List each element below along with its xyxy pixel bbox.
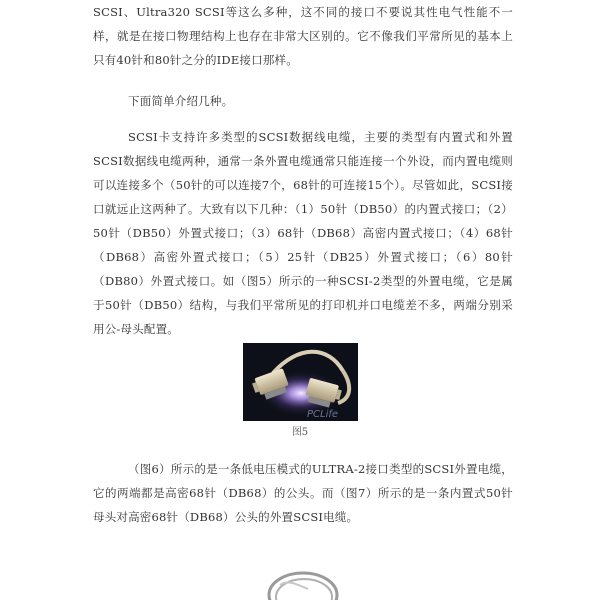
coiled-cable-photo-icon xyxy=(258,555,348,600)
paragraph-scsi-types: SCSI卡支持许多类型的SCSI数据线电缆，主要的类型有内置式和外置SCSI数据线电缆两种，通常一条外置电缆通常只能连接一个外设，而内置电缆则可以连接多个（50针的可以连接7个，68针的可连接15个）。尽管如此，SCSI接口就远止这两种了。大致有以下几种：（1）50针（DB50）的内置式接口；（2）50针（DB50）外置式接口；（3）68针（DB68）高密内置式接口；（4）68针（DB68）高密外置式接口；（5）25针（DB25）外置式接口；（6）80针（DB80）外置式接口。如（图5）所示的一种SCSI-2类型的外置电缆，它是属于50针（DB50）结构，与我们平常所见的打印机并口电缆差不多，两端分别采用公-母头配置。 xyxy=(93,130,513,336)
figure-5-caption: 图5 xyxy=(291,427,309,438)
watermark-text: PCLife xyxy=(307,409,339,420)
paragraph-figure-6: （图6）所示的是一条低电压模式的ULTRA-2接口类型的SCSI外置电缆，它的两端都是高密68针（DB68）的公头。而（图7）所示的是一条内置式50针母头对高密68针（DB68）公头的外置SCSI电缆。 xyxy=(93,462,513,524)
figure-7-coiled-cable-photo xyxy=(258,555,348,600)
scsi-cable-photo-icon xyxy=(243,343,358,421)
paragraph-simple-intro: 下面简单介绍几种。 xyxy=(128,94,234,108)
figure-5-scsi-cable-photo xyxy=(243,343,358,421)
paragraph-intro: SCSI、Ultra320 SCSI等这么多种，这不同的接口不要说其性电气性能不一样，就是在接口物理结构上也存在非常大区别的。它不像我们平常所见的基本上只有40针和80针之分的IDE接口那样。 xyxy=(93,5,513,67)
